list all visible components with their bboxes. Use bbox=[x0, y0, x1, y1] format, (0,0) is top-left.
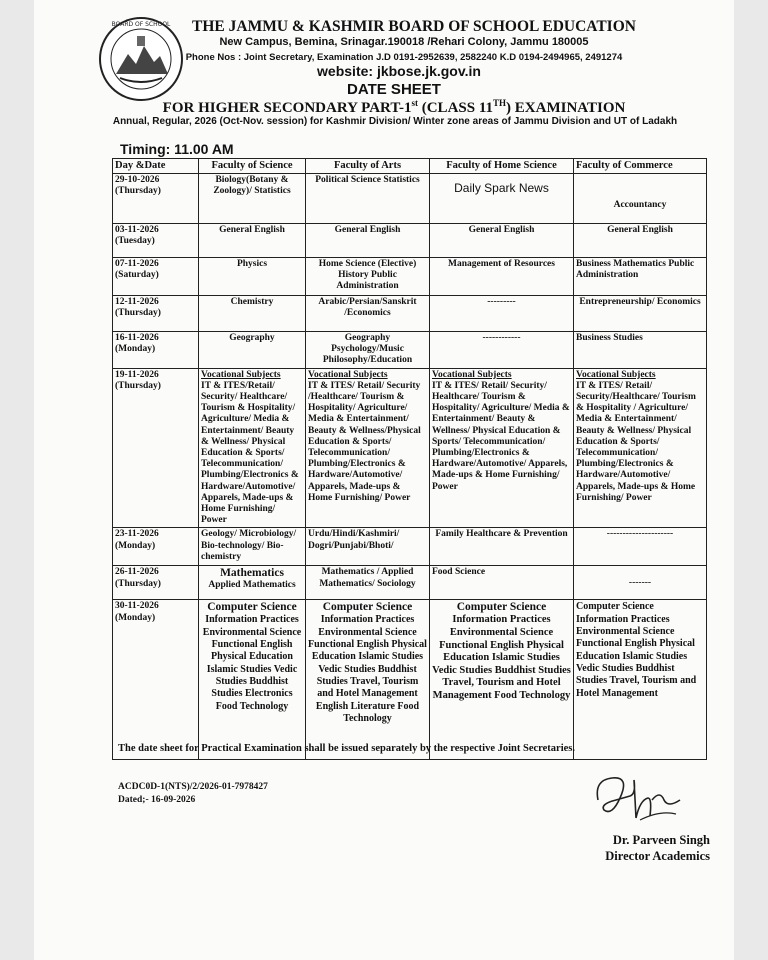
commerce-cell: --------------------- bbox=[574, 528, 707, 566]
date-cell: 16-11-2026 (Monday) bbox=[113, 332, 199, 369]
vocational-heading: Vocational Subjects bbox=[432, 369, 512, 380]
science-cell: Geography bbox=[199, 332, 306, 369]
signatory-name: Dr. Parveen Singh bbox=[612, 833, 710, 847]
science-cell: Geology/ Microbiology/ Bio-technology/ Bio-chemistry bbox=[199, 528, 306, 566]
svg-text:BOARD OF SCHOOL: BOARD OF SCHOOL bbox=[111, 21, 171, 28]
reference-number: ACDC0D-1(NTS)/2/2026-01-7978427 bbox=[118, 782, 268, 792]
arts-cell: Political Science Statistics bbox=[306, 174, 430, 224]
home-science-cell: General English bbox=[430, 224, 574, 258]
arts-cell: Geography Psychology/Music Philosophy/Education bbox=[306, 332, 430, 369]
arts-cell: Arabic/Persian/Sanskrit /Economics bbox=[306, 296, 430, 332]
table-row bbox=[113, 174, 707, 224]
arts-cell: Computer Science Information Practices Environmental Science Functional English Physical Education Islamic Studies Vedic Studies Buddhist Studies Travel, Tourism and Hotel Management English Literature Food Technology bbox=[306, 600, 430, 760]
date-cell: 12-11-2026 (Thursday) bbox=[113, 296, 199, 332]
arts-cell: Mathematics / Applied Mathematics/ Sociology bbox=[306, 566, 430, 600]
table-row bbox=[113, 566, 707, 600]
commerce-cell: General English bbox=[574, 224, 707, 258]
home-science-cell: ------------ bbox=[430, 332, 574, 369]
column-header: Day &Date bbox=[113, 159, 199, 174]
table-header-row bbox=[113, 159, 707, 174]
table-row bbox=[113, 528, 707, 566]
date-cell: 23-11-2026 (Monday) bbox=[113, 528, 199, 566]
signatory-block bbox=[560, 832, 710, 864]
column-header: Faculty of Science bbox=[199, 159, 306, 174]
commerce-cell: ------- bbox=[574, 566, 707, 600]
board-website: website: jkbose.jk.gov.in bbox=[317, 63, 481, 79]
column-header: Faculty of Home Science bbox=[430, 159, 574, 174]
home-science-cell: Computer Science Information Practices Environmental Science Functional English Physical Education Islamic Studies Vedic Studies Buddhist Studies Travel, Tourism and Hotel Management Food Technology bbox=[430, 600, 574, 760]
column-header: Faculty of Commerce bbox=[574, 159, 707, 174]
table-row bbox=[113, 368, 707, 528]
home-science-cell: --------- bbox=[430, 296, 574, 332]
home-science-cell: Food Science bbox=[430, 566, 574, 600]
science-cell: Biology(Botany & Zoology)/ Statistics bbox=[199, 174, 306, 224]
home-science-cell: Vocational Subjects IT & ITES/ Retail/ Security/ Healthcare/ Tourism & Hospitality/ Agriculture/ Media & Entertainment/ Beauty & Wellness/ Physical Education & Sports/ Telecommunication/ Plumbing/Electronics & Hardware/Automotive/ Apparels, Made-ups & Home Furnishing/ Power bbox=[430, 368, 574, 528]
arts-cell: Home Science (Elective) History Public Administration bbox=[306, 258, 430, 296]
science-cell: Computer Science Information Practices Environmental Science Functional English Physical Education Islamic Studies Vedic Studies Buddhist Studies Electronics Food Technology bbox=[199, 600, 306, 760]
vocational-heading: Vocational Subjects bbox=[308, 369, 388, 380]
arts-cell: Vocational Subjects IT & ITES/ Retail/ Security /Healthcare/ Tourism & Hospitality/ Agriculture/ Media & Entertainment/ Beauty & Wellness/Physical Education & Sports/ Telecommunication/ Plumbing/Electronics & Hardware/Automotive/ Apparels, Made-ups & Home Furnishing/ Power bbox=[306, 368, 430, 528]
board-address: New Campus, Bemina, Srinagar.190018 /Rehari Colony, Jammu 180005 bbox=[219, 36, 589, 48]
science-cell: Mathematics Applied Mathematics bbox=[199, 566, 306, 600]
table-row bbox=[113, 332, 707, 369]
handwritten-signature bbox=[590, 770, 690, 830]
session-info: Annual, Regular, 2026 (Oct-Nov. session) for Kashmir Division/ Winter zone areas of Jammu Division and UT of Ladakh bbox=[112, 116, 678, 127]
commerce-cell: Business Mathematics Public Administration bbox=[574, 258, 707, 296]
commerce-cell: Entrepreneurship/ Economics bbox=[574, 296, 707, 332]
date-cell: 30-11-2026 (Monday) bbox=[113, 600, 199, 760]
arts-cell: Urdu/Hindi/Kashmiri/ Dogri/Punjabi/Bhoti/ bbox=[306, 528, 430, 566]
date-sheet-table bbox=[112, 158, 707, 760]
table-row bbox=[113, 224, 707, 258]
vocational-heading: Vocational Subjects bbox=[201, 369, 281, 380]
watermark-text: Daily Spark News bbox=[454, 181, 549, 195]
exam-title: FOR HIGHER SECONDARY PART-1st (CLASS 11TH) EXAMINATION bbox=[162, 98, 626, 116]
arts-cell: General English bbox=[306, 224, 430, 258]
date-cell: 26-11-2026 (Thursday) bbox=[113, 566, 199, 600]
home-science-cell: Management of Resources bbox=[430, 258, 574, 296]
science-cell: Vocational Subjects IT & ITES/Retail/ Security/ Healthcare/ Tourism & Hospitality/ Agriculture/ Media & Entertainment/ Beauty & Wellness/ Physical Education & Sports/ Telecommunication/ Plumbing/Electronics & Hardware/Automotive/ Apparels, Made-ups & Home Furnishing/ Power bbox=[199, 368, 306, 528]
science-cell: Physics bbox=[199, 258, 306, 296]
table-row bbox=[113, 296, 707, 332]
practical-exam-note: The date sheet for Practical Examination shall be issued separately by the respective Joint Secretaries. bbox=[118, 743, 575, 754]
document-title: DATE SHEET bbox=[347, 81, 441, 98]
table-row bbox=[113, 258, 707, 296]
date-cell: 29-10-2026 (Thursday) bbox=[113, 174, 199, 224]
exam-timing: Timing: 11.00 AM bbox=[120, 141, 234, 157]
reference-block bbox=[118, 781, 268, 807]
science-cell: General English bbox=[199, 224, 306, 258]
home-science-cell bbox=[430, 174, 574, 224]
issue-date: Dated;- 16-09-2026 bbox=[118, 795, 196, 805]
board-phone: Phone Nos : Joint Secretary, Examination J.D 0191-2952639, 2582240 K.D 0194-2494965, 2491274 bbox=[185, 52, 623, 63]
commerce-cell: Vocational Subjects IT & ITES/ Retail/ Security/Healthcare/ Tourism & Hospitality / Agriculture/ Media & Entertainment/ Beauty & Wellness/ Physical Education & Sports/ Telecommunication/ Plumbing/Electronics & Hardware/Automotive/ Apparels, Made-ups & Home Furnishing/ Power bbox=[574, 368, 707, 528]
home-science-cell: Family Healthcare & Prevention bbox=[430, 528, 574, 566]
date-cell: 07-11-2026 (Saturday) bbox=[113, 258, 199, 296]
board-name: THE JAMMU & KASHMIR BOARD OF SCHOOL EDUCATION bbox=[192, 18, 636, 35]
commerce-cell: Business Studies bbox=[574, 332, 707, 369]
science-cell: Chemistry bbox=[199, 296, 306, 332]
table-row bbox=[113, 600, 707, 760]
signatory-title: Director Academics bbox=[605, 849, 710, 863]
commerce-cell: Accountancy bbox=[574, 174, 707, 224]
date-cell: 19-11-2026 (Thursday) bbox=[113, 368, 199, 528]
vocational-heading: Vocational Subjects bbox=[576, 369, 656, 380]
commerce-cell: Computer Science Information Practices Environmental Science Functional English Physical Education Islamic Studies Vedic Studies Buddhist Studies Travel, Tourism and Hotel Management bbox=[574, 600, 707, 760]
date-cell: 03-11-2026 (Tuesday) bbox=[113, 224, 199, 258]
column-header: Faculty of Arts bbox=[306, 159, 430, 174]
